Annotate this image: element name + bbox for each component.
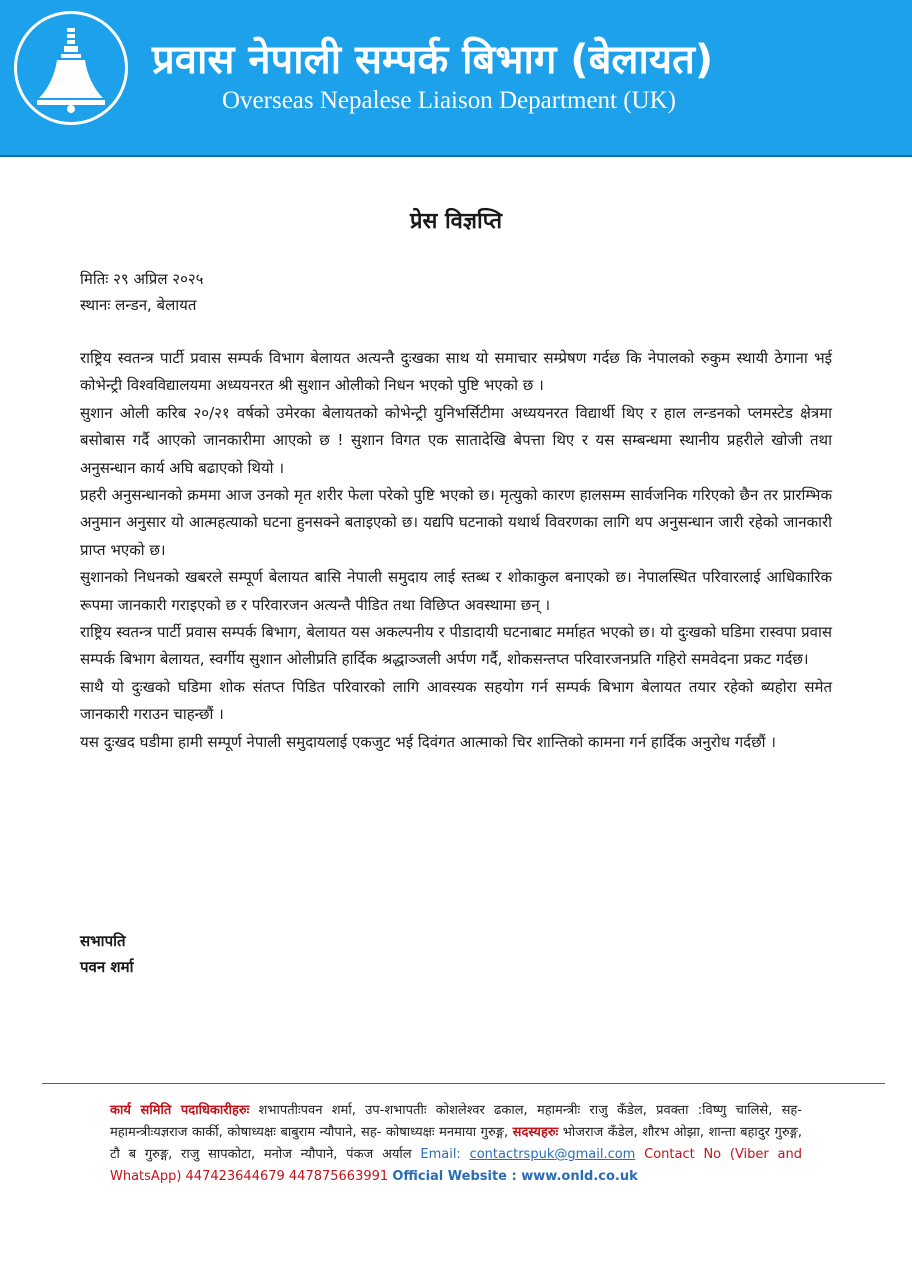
- email-link[interactable]: contactrspuk@gmail.com: [469, 1147, 636, 1162]
- document-meta: [80, 266, 203, 318]
- website-link[interactable]: Official Website : www.onld.co.uk: [392, 1169, 638, 1184]
- place-line: स्थानः लन्डन, बेलायत: [80, 296, 197, 314]
- signature-role: सभापति: [80, 932, 126, 950]
- signature-block: [80, 928, 133, 980]
- officials-list: शभापतीःपवन शर्मा, उप-शभापतीः कोशलेश्वर ढकाल, महामन्त्रीः राजु कँडेल, प्रवक्ता :विष्णु चालिसे, सह-महामन्त्रीःयज्ञराज कार्की, कोषाध्यक्षः बाबुराम न्यौपाने, सह- कोषाध्यक्षः मनमाया गुरुङ्ग,: [110, 1103, 802, 1140]
- header-banner: [0, 0, 912, 157]
- paragraph: यस दुःखद घडीमा हामी सम्पूर्ण नेपाली समुदायलाई एकजुट भई दिवंगत आत्माको चिर शान्तिको कामना गर्न हार्दिक अनुरोध गर्दछौं ।: [80, 732, 776, 751]
- organization-title-english: Overseas Nepalese Liaison Department (UK): [222, 87, 676, 114]
- contact-numbers: Contact No (Viber and WhatsApp) 447423644679 447875663991: [110, 1147, 802, 1184]
- members-list: भोजराज कँडेल, शौरभ ओझा, शान्ता बहादुर गुरुङ्ग, टौ ब गुरुङ्ग, राजु सापकोटा, मनोज न्यौपाने, पंकज अर्याल: [110, 1125, 802, 1162]
- bell-icon: [17, 14, 125, 122]
- paragraph: साथै यो दुःखको घडिमा शोक संतप्त पिडित परिवारको लागि आवस्यक सहयोग गर्न सम्पर्क बिभाग बेलायत तयार रहेको ब्यहोरा समेत जानकारी गराउन चाहन्छौं ।: [80, 677, 832, 724]
- paragraph: राष्ट्रिय स्वतन्त्र पार्टी प्रवास सम्पर्क विभाग बेलायत अत्यन्तै दुःखका साथ यो समाचार सम्प्रेषण गर्दछ कि नेपालको रुकुम स्थायी ठेगाना भई कोभेन्ट्री विश्वविद्यालयमा अध्ययनरत श्री सुशान ओलीको निधन भएको पुष्टि भएको छ ।: [80, 349, 832, 395]
- footer-divider: [42, 1083, 885, 1084]
- page-title: प्रेस विज्ञप्ति: [409, 209, 503, 234]
- signature-name: पवन शर्मा: [80, 958, 134, 976]
- paragraph: सुशान ओली करिब २०/२१ वर्षको उमेरका बेलायतको कोभेन्ट्री युनिभर्सिटीमा अध्ययनरत विद्यार्थी थिए र हाल लन्डनको प्लमस्टेड क्षेत्रमा बसोबास गर्दै आएको जानकारीमा आएको छ ! सुशान विगत एक सातादेखि बेपत्ता थिए र यस सम्बन्धमा स्थानीय प्रहरीले खोजी तथा अनुसन्धान कार्य अघि बढाएको थियो ।: [80, 403, 832, 477]
- paragraph: प्रहरी अनुसन्धानको क्रममा आज उनको मृत शरीर फेला परेको पुष्टि भएको छ। मृत्युको कारण हालसम्म सार्वजनिक गरिएको छैन तर प्रारम्भिक अनुमान अनुसार यो आत्महत्याको घटना हुनसक्ने बताइएको छ। यद्यपि घटनाको यथार्थ विवरणका लागि थप अनुसन्धान जारी रहेको जानकारी प्राप्त भएको छ।: [80, 486, 832, 559]
- members-label: सदस्यहरुः: [512, 1125, 559, 1140]
- officials-label: कार्य समिति पदाधिकारीहरुः: [110, 1103, 250, 1118]
- date-line: मितिः २९ अप्रिल २०२५: [80, 270, 204, 288]
- logo: [14, 11, 128, 125]
- email-label: Email:: [420, 1147, 470, 1162]
- paragraph: राष्ट्रिय स्वतन्त्र पार्टी प्रवास सम्पर्क बिभाग, बेलायत यस अकल्पनीय र पीडादायी घटनाबाट मर्माहत भएको छ। यो दुःखको घडिमा रास्वपा प्रवास सम्पर्क बिभाग बेलायत, स्वर्गीय सुशान ओलीप्रति हार्दिक श्रद्धाञ्जली अर्पण गर्दै, शोकसन्तप्त परिवारजनप्रति गहिरो समवेदना प्रकट गर्दछ।: [80, 623, 832, 669]
- paragraph: सुशानको निधनको खबरले सम्पूर्ण बेलायत बासि नेपाली समुदाय लाई स्तब्ध र शोकाकुल बनाएको छ। नेपालस्थित परिवारलाई आधिकारिक रूपमा जानकारी गराइएको छ र परिवारजन अत्यन्तै पीडित तथा विछिप्त अवस्थामा छन् ।: [80, 568, 832, 614]
- press-release-body: [80, 345, 832, 756]
- organization-title-nepali: प्रवास नेपाली सम्पर्क बिभाग (बेलायत): [152, 37, 714, 83]
- footer: [110, 1100, 802, 1188]
